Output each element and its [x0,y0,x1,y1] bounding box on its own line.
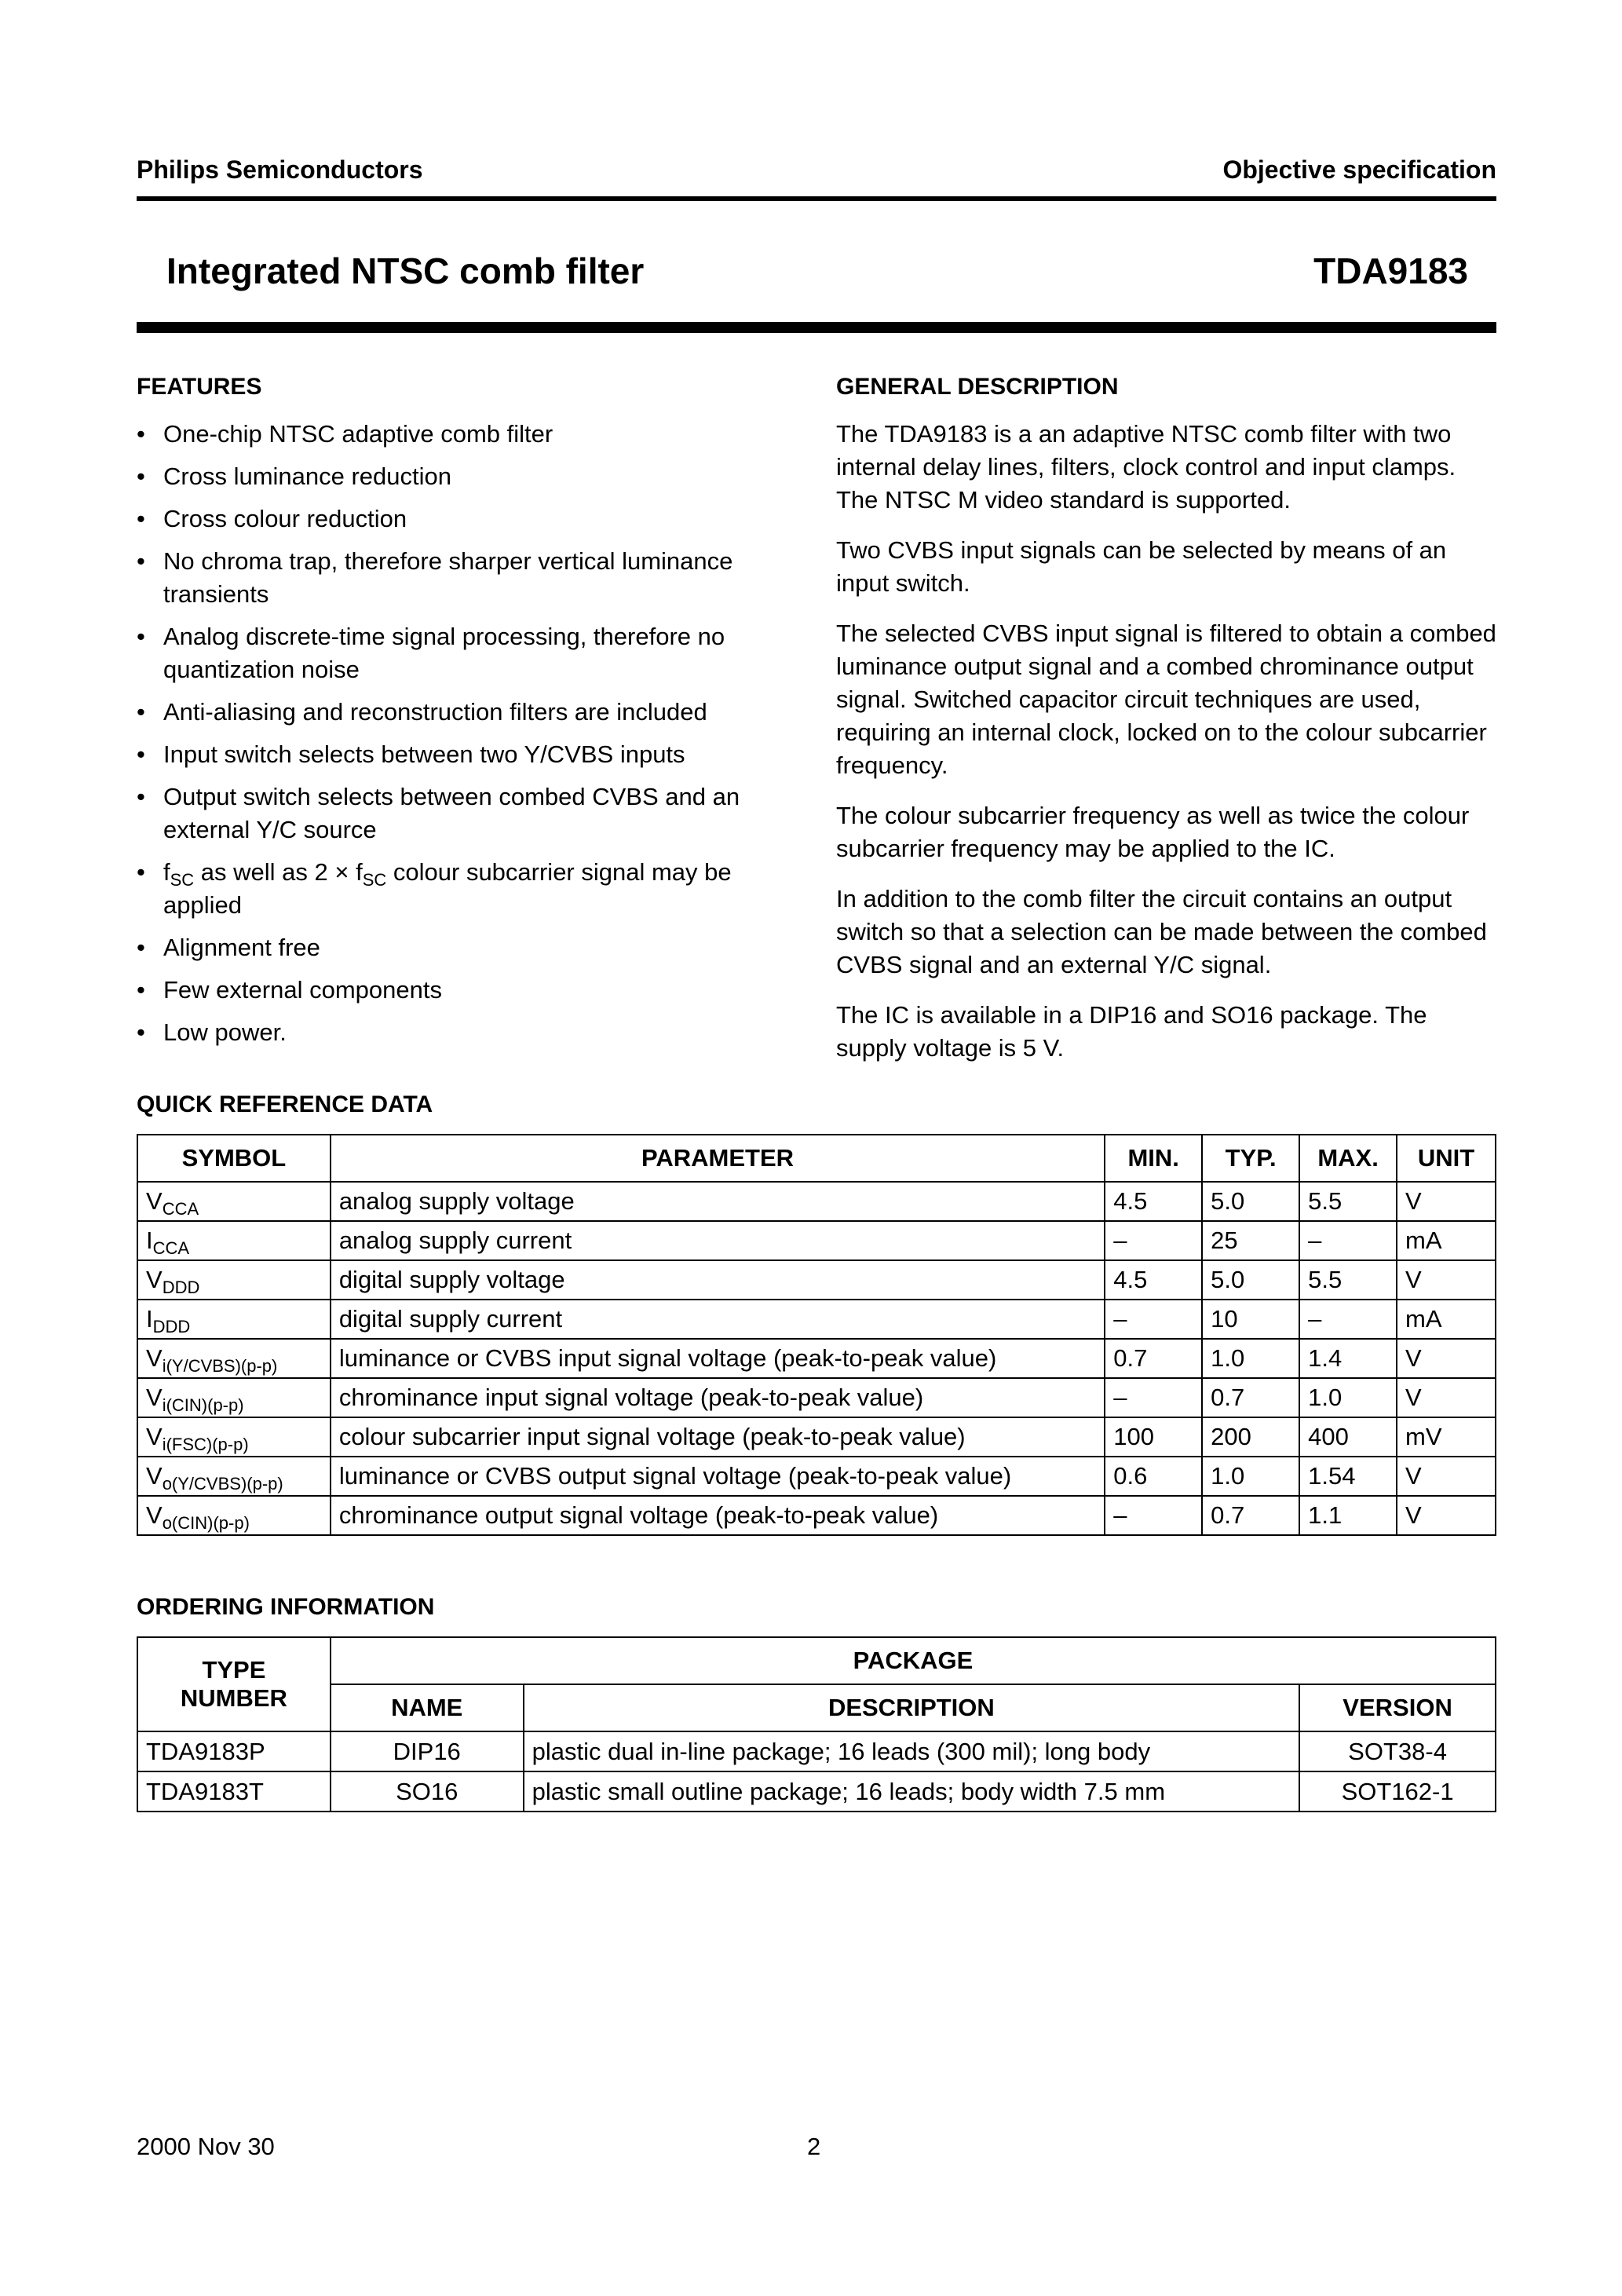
unit-cell: V [1397,1339,1496,1378]
unit-cell: mV [1397,1417,1496,1457]
list-item: • One-chip NTSC adaptive comb filter [137,418,796,451]
max-cell: 5.5 [1299,1260,1397,1300]
min-cell: 4.5 [1105,1182,1202,1221]
package-version-cell: SOT38-4 [1299,1731,1496,1771]
list-item: • Few external components [137,974,796,1007]
list-item: • No chroma trap, therefore sharper vertical luminance transients [137,545,796,611]
list-item: • Anti-aliasing and reconstruction filters are included [137,696,796,729]
package-description-cell: plastic dual in-line package; 16 leads (300 mil); long body [524,1731,1300,1771]
package-version-cell: SOT162-1 [1299,1771,1496,1812]
table-row [137,1300,1496,1339]
col-package: PACKAGE [331,1637,1496,1684]
min-cell: – [1105,1300,1202,1339]
list-item-fsc: • $f_{SC}$ as well as $2 \times f_{SC}$ colour subcarrier signal may be applied [137,856,796,922]
ordering-heading: ORDERING INFORMATION [137,1594,435,1620]
unit-cell: V [1397,1260,1496,1300]
features-heading: FEATURES [137,374,262,400]
description-paragraph: The TDA9183 is a an adaptive NTSC comb filter with two internal delay lines, filters, clock control and input clamps. The NTSC M video standard is supported. [836,420,1456,514]
max-cell: 1.54 [1299,1457,1397,1496]
typ-cell: 1.0 [1202,1457,1299,1496]
list-item: • Cross colour reduction [137,503,796,536]
max-cell: 1.0 [1299,1378,1397,1417]
table-row [137,1417,1496,1457]
table-row [137,1182,1496,1221]
document-type: Objective specification [1222,155,1496,184]
col-parameter: PARAMETER [331,1135,1105,1182]
symbol-cell: $V_{CCA}$ [137,1182,331,1221]
description-paragraph: The IC is available in a DIP16 and SO16 package. The supply voltage is 5 V. [836,1001,1427,1062]
parameter-cell: digital supply voltage [331,1260,1105,1300]
typ-cell: 5.0 [1202,1182,1299,1221]
features-section [137,374,796,1058]
table-row [137,1457,1496,1496]
list-item: • Analog discrete-time signal processing, therefore no quantization noise [137,620,796,686]
symbol-cell: $V_{i(FSC)(p-p)}$ [137,1417,331,1457]
symbol-cell: $V_{o(CIN)(p-p)}$ [137,1496,331,1535]
symbol-cell: $V_{DDD}$ [137,1260,331,1300]
parameter-cell: luminance or CVBS output signal voltage (peak-to-peak value) [331,1457,1105,1496]
parameter-cell: digital supply current [331,1300,1105,1339]
typ-cell: 1.0 [1202,1339,1299,1378]
min-cell: – [1105,1378,1202,1417]
company-name: Philips Semiconductors [137,155,423,184]
min-cell: – [1105,1221,1202,1260]
col-unit: UNIT [1397,1135,1496,1182]
col-description: DESCRIPTION [524,1684,1300,1731]
min-cell: 0.6 [1105,1457,1202,1496]
list-item: • Input switch selects between two Y/CVBS inputs [137,738,796,771]
parameter-cell: chrominance output signal voltage (peak-to-peak value) [331,1496,1105,1535]
package-name-cell: SO16 [331,1771,524,1812]
max-cell: 1.1 [1299,1496,1397,1535]
col-typ: TYP. [1202,1135,1299,1182]
description-paragraph: Two CVBS input signals can be selected by means of an input switch. [836,536,1447,597]
page-number: 2 [807,2133,821,2160]
list-item: • Cross luminance reduction [137,460,796,493]
table-header-row [137,1684,1496,1731]
general-description-heading: GENERAL DESCRIPTION [836,374,1119,400]
unit-cell: V [1397,1378,1496,1417]
min-cell: – [1105,1496,1202,1535]
title-rule [137,322,1496,333]
features-list [137,418,796,1049]
unit-cell: V [1397,1496,1496,1535]
max-cell: 400 [1299,1417,1397,1457]
symbol-cell: $V_{i(CIN)(p-p)}$ [137,1378,331,1417]
table-header-row [137,1135,1496,1182]
max-cell: 1.4 [1299,1339,1397,1378]
typ-cell: 5.0 [1202,1260,1299,1300]
typ-cell: 10 [1202,1300,1299,1339]
col-version: VERSION [1299,1684,1496,1731]
parameter-cell: chrominance input signal voltage (peak-to-peak value) [331,1378,1105,1417]
typ-cell: 0.7 [1202,1496,1299,1535]
quick-reference-heading: QUICK REFERENCE DATA [137,1091,433,1117]
table-row [137,1339,1496,1378]
part-number: TDA9183 [1313,250,1468,291]
description-paragraph: The colour subcarrier frequency as well as twice the colour subcarrier frequency may be applied to the IC. [836,802,1470,862]
table-row [137,1260,1496,1300]
parameter-cell: analog supply voltage [331,1182,1105,1221]
col-max: MAX. [1299,1135,1397,1182]
package-name-cell: DIP16 [331,1731,524,1771]
table-row [137,1496,1496,1535]
description-paragraph: The selected CVBS input signal is filtered to obtain a combed luminance output signal and a combed chrominance output signal. Switched capacitor circuit techniques are used, requiring an internal clock, locked on to the colour subcarrier frequency. [836,620,1496,779]
table-row [137,1731,1496,1771]
unit-cell: V [1397,1182,1496,1221]
parameter-cell: luminance or CVBS input signal voltage (peak-to-peak value) [331,1339,1105,1378]
table-row [137,1378,1496,1417]
quick-reference-table [137,1134,1496,1536]
type-number-cell: TDA9183P [137,1731,331,1771]
unit-cell: mA [1397,1221,1496,1260]
col-min: MIN. [1105,1135,1202,1182]
footer-date: 2000 Nov 30 [137,2133,275,2160]
type-number-cell: TDA9183T [137,1771,331,1812]
max-cell: 5.5 [1299,1182,1397,1221]
package-description-cell: plastic small outline package; 16 leads; body width 7.5 mm [524,1771,1300,1812]
list-item: • Output switch selects between combed CVBS and an external Y/C source [137,781,796,846]
symbol-cell: $V_{o(Y/CVBS)(p-p)}$ [137,1457,331,1496]
typ-cell: 200 [1202,1417,1299,1457]
min-cell: 4.5 [1105,1260,1202,1300]
col-name: NAME [331,1684,524,1731]
unit-cell: mA [1397,1300,1496,1339]
list-item: • Low power. [137,1016,796,1049]
typ-cell: 25 [1202,1221,1299,1260]
min-cell: 100 [1105,1417,1202,1457]
table-row [137,1221,1496,1260]
header-rule [137,196,1496,201]
max-cell: – [1299,1300,1397,1339]
typ-cell: 0.7 [1202,1378,1299,1417]
unit-cell: V [1397,1457,1496,1496]
symbol-cell: $V_{i(Y/CVBS)(p-p)}$ [137,1339,331,1378]
symbol-cell: $I_{DDD}$ [137,1300,331,1339]
col-symbol: SYMBOL [137,1135,331,1182]
page-title: Integrated NTSC comb filter [166,250,645,291]
parameter-cell: colour subcarrier input signal voltage (peak-to-peak value) [331,1417,1105,1457]
col-type-number: TYPE NUMBER [137,1637,331,1731]
parameter-cell: analog supply current [331,1221,1105,1260]
table-row [137,1771,1496,1812]
min-cell: 0.7 [1105,1339,1202,1378]
table-header-row [137,1637,1496,1684]
general-description-section [836,374,1502,1065]
ordering-table [137,1636,1496,1812]
max-cell: – [1299,1221,1397,1260]
list-item: • Alignment free [137,931,796,964]
description-paragraph: In addition to the comb filter the circuit contains an output switch so that a selection can be made between the combed CVBS signal and an external Y/C signal. [836,885,1487,978]
symbol-cell: $I_{CCA}$ [137,1221,331,1260]
